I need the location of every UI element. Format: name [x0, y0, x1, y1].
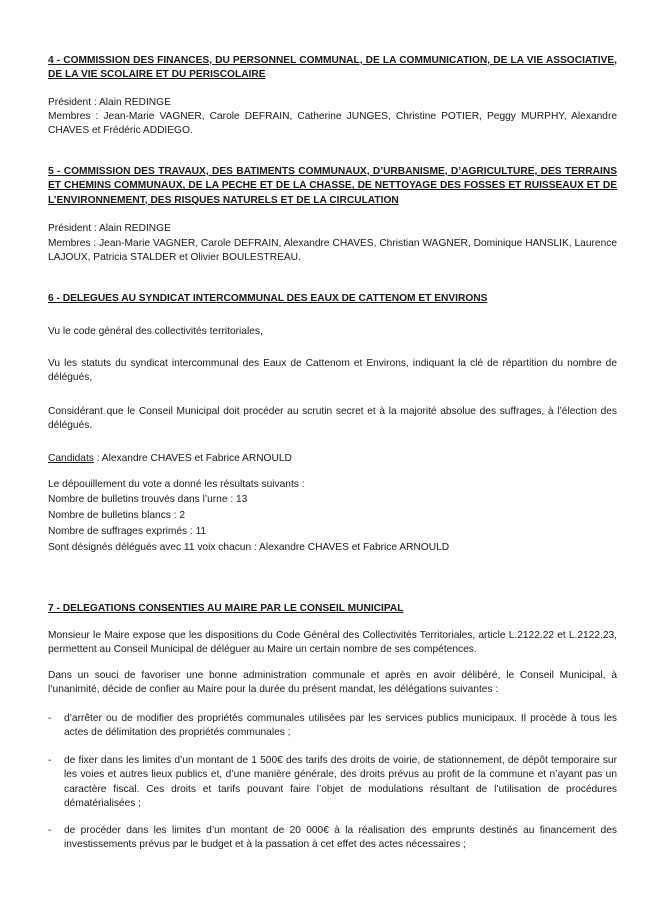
section-6-result-urne: Nombre de bulletins trouvés dans l’urne : 13 — [48, 494, 248, 505]
section-6-candidates — [48, 452, 617, 466]
section-6-paragraph-2: Vu les statuts du syndicat intercommunal des Eaux de Cattenom et Environs, indiquant la clé de répartition du nombre de délégués, — [48, 358, 617, 384]
bullet-dash: - — [48, 825, 52, 836]
delegation-item-3-text: de procéder dans les limites d’un montant de 20 000€ à la réalisation des emprunts destinés au financement des investissements prévus par le budget et à la passation à cet effet des actes nécessaires ; — [64, 825, 617, 851]
candidates-label: Candidats — [48, 453, 94, 464]
section-6-result-intro: Le dépouillement du vote a donné les résultats suivants : — [48, 479, 305, 490]
delegation-item-3 — [48, 824, 617, 853]
section-6-paragraph-1: Vu le code général des collectivités territoriales, — [48, 326, 263, 337]
section-5-heading: 5 - COMMISSION DES TRAVAUX, DES BATIMENTS COMMUNAUX, D’URBANISME, D’AGRICULTURE, DES TERRAINS ET CHEMINS COMMUNAUX, DE LA PECHE ET DE LA CHASSE, DE NETTOYAGE DES FOSSES ET RUISSEAUX ET DE L’ENVIRONNEMENT, DES RISQUES NATURELS ET DE LA CIRCULATION — [48, 166, 617, 206]
section-7-paragraph-2: Dans un souci de favoriser une bonne administration communale et après en avoir délibéré, le Conseil Municipal, à l’unanimité, décide de confier au Maire pour la durée du présent mandat, les délégations suivantes : — [48, 670, 617, 696]
bullet-dash: - — [48, 713, 52, 724]
section-6-heading: 6 - DELEGUES AU SYNDICAT INTERCOMMUNAL DES EAUX DE CATTENOM ET ENVIRONS — [48, 293, 488, 304]
section-4-president: Président : Alain REDINGE — [48, 97, 171, 108]
candidates-names: : Alexandre CHAVES et Fabrice ARNOULD — [93, 453, 292, 464]
section-6-result-blancs: Nombre de bulletins blancs : 2 — [48, 510, 186, 521]
section-7-heading: 7 - DELEGATIONS CONSENTIES AU MAIRE PAR LE CONSEIL MUNICIPAL — [48, 603, 404, 614]
section-7-paragraph-1: Monsieur le Maire expose que les dispositions du Code Général des Collectivités Territoriales, article L.2122.22 et L.2122.23, permettent au Conseil Municipal de déléguer au Maire un certain nombre de ses compétences. — [48, 630, 617, 656]
section-6-result-designes: Sont désignés délégués avec 11 voix chacun : Alexandre CHAVES et Fabrice ARNOULD — [48, 542, 450, 553]
section-5-president: Président : Alain REDINGE — [48, 223, 171, 234]
delegation-item-2 — [48, 754, 617, 811]
delegation-item-2-text: de fixer dans les limites d’un montant de 1 500€ des tarifs des droits de voirie, de stationnement, de dépôt temporaire sur les voies et autres lieux publics et, d’une manière générale, des droits prévus au profit de la commune et n’ayant pas un caractère fiscal. Ces droits et tarifs pouvant faire l’objet de modulations résultant de l’utilisation de procédures dématérialisées ; — [64, 755, 617, 809]
bullet-dash: - — [48, 755, 52, 766]
section-5-members: Membres : Jean-Marie VAGNER, Carole DEFRAIN, Alexandre CHAVES, Christian WAGNER, Dominique HANSLIK, Laurence LAJOUX, Patricia STALDER et Olivier BOULESTREAU. — [48, 238, 617, 264]
delegation-item-1 — [48, 712, 617, 741]
delegation-item-1-text: d’arrêter ou de modifier des propriétés communales utilisées par les services publics municipaux. Il procède à tous les actes de délimitation des propriétés communales ; — [64, 713, 617, 739]
section-6-paragraph-3: Considérant que le Conseil Municipal doit procéder au scrutin secret et à la majorité absolue des suffrages, à l’élection des délégués. — [48, 406, 617, 432]
section-4-heading: 4 - COMMISSION DES FINANCES, DU PERSONNEL COMMUNAL, DE LA COMMUNICATION, DE LA VIE ASSOCIATIVE, DE LA VIE SCOLAIRE ET DU PERISCOLAIRE — [48, 55, 617, 81]
section-4-members: Membres : Jean-Marie VAGNER, Carole DEFRAIN, Catherine JUNGES, Christine POTIER, Peggy MURPHY, Alexandre CHAVES et Frédéric ADDIEGO. — [48, 111, 617, 137]
section-6-result-exprimes: Nombre de suffrages exprimés : 11 — [48, 526, 207, 537]
